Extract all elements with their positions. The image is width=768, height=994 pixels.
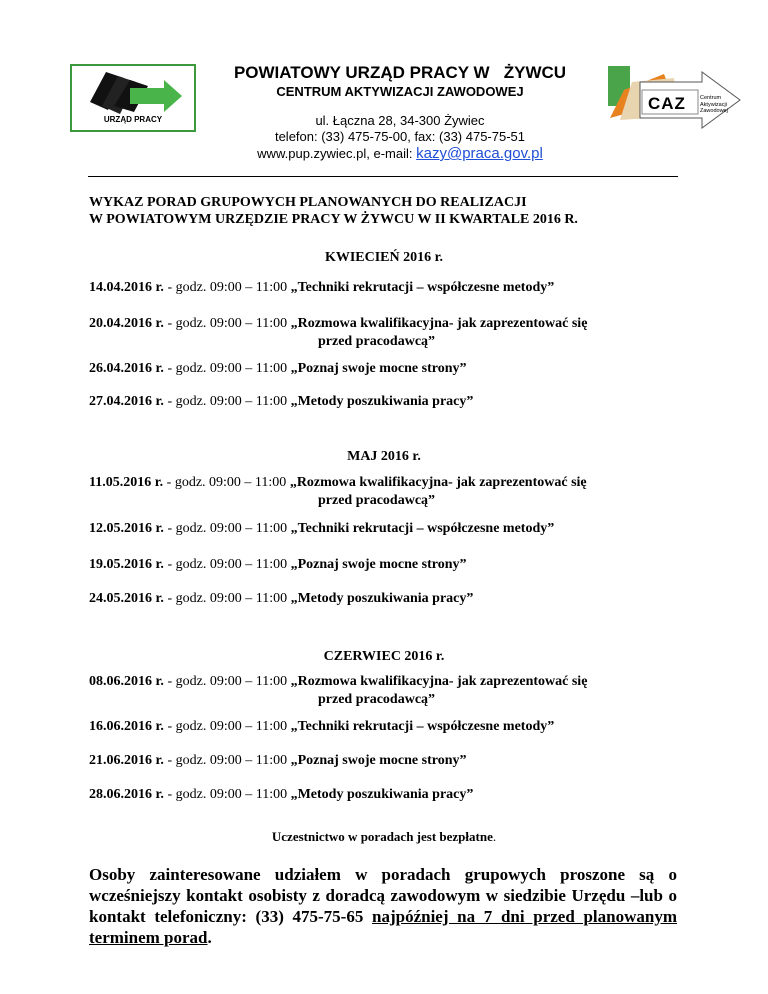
caz-logo-subtext: Centrum Aktywizacji Zawodowej [700,95,728,114]
month-heading-june: CZERWIEC 2016 r. [323,649,445,664]
schedule-entry: 24.05.2016 r. - godz. 09:00 – 11:00 „Metody poszukiwania pracy” [89,591,474,606]
document-title: WYKAZ PORAD GRUPOWYCH PLANOWANYCH DO REALIZACJI W POWIATOWYM URZĘDZIE PRACY W ŻYWCU W II KWARTALE 2016 R. [89,195,578,227]
org-name: POWIATOWY URZĄD PRACY W ŻYWCU [233,63,567,82]
schedule-entry: 27.04.2016 r. - godz. 09:00 – 11:00 „Metody poszukiwania pracy” [89,394,474,409]
deadline-underlined: najpóźniej na 7 dni przed planowanym terminem porad [89,907,677,947]
urzad-pracy-logo [70,64,196,132]
schedule-entry: 26.04.2016 r. - godz. 09:00 – 11:00 „Poznaj swoje mocne strony” [89,361,467,376]
logo-left-label: URZĄD PRACY [103,115,163,124]
schedule-entry: 08.06.2016 r. - godz. 09:00 – 11:00 „Rozmowa kwalifikacyjna- jak zaprezentować się przed pracodawcą” [89,674,588,707]
caz-logo [604,60,744,140]
schedule-entry: 11.05.2016 r. - godz. 09:00 – 11:00 „Rozmowa kwalifikacyjna- jak zaprezentować się przed pracodawcą” [89,475,587,508]
month-heading-may: MAJ 2016 r. [347,449,421,464]
schedule-entry: 20.04.2016 r. - godz. 09:00 – 11:00 „Rozmowa kwalifikacyjna- jak zaprezentować się przed pracodawcą” [89,316,588,349]
address: ul. Łączna 28, 34-300 Żywiec [315,113,485,128]
schedule-entry: 21.06.2016 r. - godz. 09:00 – 11:00 „Poznaj swoje mocne strony” [89,753,467,768]
schedule-entry: 12.05.2016 r. - godz. 09:00 – 11:00 „Techniki rekrutacji – współczesne metody” [89,521,555,536]
free-participation-note: Uczestnictwo w poradach jest bezpłatne. [271,829,497,844]
schedule-entry: 19.05.2016 r. - godz. 09:00 – 11:00 „Poznaj swoje mocne strony” [89,557,467,572]
website[interactable]: www.pup.zywiec.pl, e-mail: [257,146,417,161]
contact-paragraph: Osoby zainteresowane udziałem w poradach grupowych proszone są o wcześniejszy kontakt osobisty z doradcą zawodowym w siedzibie Urzędu –lub o kontakt telefoniczny: (33) 475-75-65 najpóźniej na 7 dni przed planowanym terminem porad. [89,865,677,947]
header-divider [88,176,678,177]
org-subtitle: CENTRUM AKTYWIZACJI ZAWODOWEJ [276,84,524,99]
schedule-entry: 28.06.2016 r. - godz. 09:00 – 11:00 „Metody poszukiwania pracy” [89,787,474,802]
caz-logo-text: CAZ [648,94,686,113]
web-email-line [200,145,600,162]
month-heading-april: KWIECIEŃ 2016 r. [324,250,444,265]
schedule-entry: 14.04.2016 r. - godz. 09:00 – 11:00 „Techniki rekrutacji – współczesne metody” [89,280,555,295]
schedule-entry: 16.06.2016 r. - godz. 09:00 – 11:00 „Techniki rekrutacji – współczesne metody” [89,719,555,734]
email-link[interactable]: kazy@praca.gov.pl [416,145,543,162]
phone-fax: telefon: (33) 475-75-00, fax: (33) 475-75-51 [274,129,526,144]
